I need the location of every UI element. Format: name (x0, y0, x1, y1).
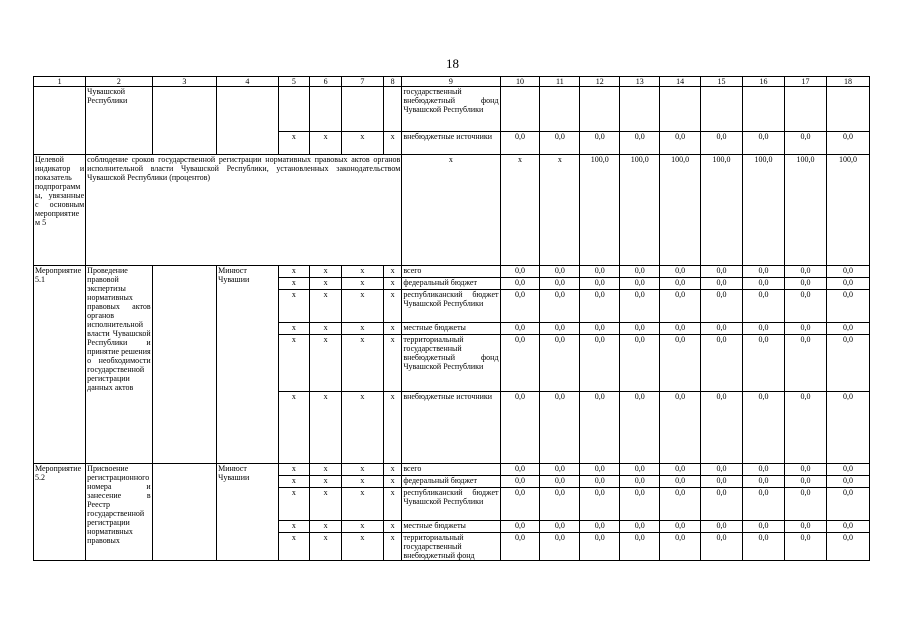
measure-name-cell: Чувашской Республики (86, 87, 153, 155)
code-cell: x (310, 476, 342, 488)
value-cell: 0,0 (580, 488, 620, 521)
column-number-cell: 6 (310, 77, 342, 87)
blank-cell (784, 87, 826, 132)
value-cell: 0,0 (660, 266, 701, 278)
value-cell: 0,0 (620, 335, 660, 392)
value-cell: 0,0 (620, 290, 660, 323)
value-cell: 0,0 (826, 278, 869, 290)
code-cell: x (310, 335, 342, 392)
value-cell: 0,0 (701, 132, 743, 155)
column-number-cell: 15 (701, 77, 743, 87)
value-cell: 0,0 (500, 464, 540, 476)
column-number-cell: 18 (826, 77, 869, 87)
value-cell: 0,0 (660, 476, 701, 488)
value-cell: 0,0 (540, 464, 580, 476)
value-cell: 0,0 (784, 278, 826, 290)
indicator-text-cell: соблюдение сроков государственной регистрации нормативных правовых актов органов исполнительной власти Чувашской Республики, установленных законодательством Чувашской Республики (процентов) (86, 155, 402, 266)
value-cell: 0,0 (784, 488, 826, 521)
indicator-label-cell: Целевой индикатор и показатель подпрограммы, увязанные с основным мероприятием 5 (34, 155, 86, 266)
code-cell: x (278, 533, 310, 561)
indicator-value-cell: 100,0 (701, 155, 743, 266)
value-cell: 0,0 (660, 335, 701, 392)
code-cell: x (278, 476, 310, 488)
value-cell: 0,0 (743, 335, 785, 392)
indicator-value-cell: 100,0 (660, 155, 701, 266)
column-number-cell: 11 (540, 77, 580, 87)
column-number-cell: 5 (278, 77, 310, 87)
value-cell: 0,0 (500, 335, 540, 392)
code-cell: x (278, 335, 310, 392)
value-cell: 0,0 (743, 266, 785, 278)
blank-cell (152, 464, 216, 561)
value-cell: 0,0 (660, 278, 701, 290)
value-cell: 0,0 (580, 533, 620, 561)
code-cell: x (278, 323, 310, 335)
measure-name-cell: Проведение правовой экспертизы нормативных правовых актов органов исполнительной власти Чувашской Республики и принятие решения о необходимости государственной регистрации данных актов (86, 266, 153, 464)
value-cell: 0,0 (500, 290, 540, 323)
value-cell: 0,0 (620, 521, 660, 533)
code-cell: x (278, 464, 310, 476)
value-cell: 0,0 (701, 464, 743, 476)
value-cell: 0,0 (784, 290, 826, 323)
value-cell: 0,0 (743, 278, 785, 290)
value-cell: 0,0 (660, 290, 701, 323)
indicator-source-cell: x (402, 155, 500, 266)
value-cell: 0,0 (620, 323, 660, 335)
code-cell: x (310, 278, 342, 290)
value-cell: 0,0 (540, 278, 580, 290)
code-cell: x (383, 464, 401, 476)
funding-source-cell: федеральный бюджет (402, 476, 500, 488)
value-cell: 0,0 (826, 132, 869, 155)
value-cell: 0,0 (580, 290, 620, 323)
value-cell: 0,0 (540, 132, 580, 155)
blank-cell (701, 87, 743, 132)
value-cell: 0,0 (500, 132, 540, 155)
blank-cell (540, 87, 580, 132)
code-cell: x (383, 521, 401, 533)
value-cell: 0,0 (701, 476, 743, 488)
value-cell: 0,0 (826, 533, 869, 561)
code-cell: x (310, 290, 342, 323)
code-cell: x (341, 290, 383, 323)
value-cell: 0,0 (826, 290, 869, 323)
funding-source-cell: внебюджетные источники (402, 392, 500, 464)
blank-cell (826, 87, 869, 132)
column-number-cell: 2 (86, 77, 153, 87)
value-cell: 0,0 (701, 290, 743, 323)
indicator-value-cell: 100,0 (826, 155, 869, 266)
funding-source-cell: всего (402, 266, 500, 278)
value-cell: 0,0 (784, 132, 826, 155)
value-cell: 0,0 (701, 335, 743, 392)
value-cell: 0,0 (620, 476, 660, 488)
value-cell: 0,0 (784, 335, 826, 392)
code-cell: x (278, 278, 310, 290)
indicator-value-cell: 100,0 (743, 155, 785, 266)
value-cell: 0,0 (540, 323, 580, 335)
value-cell: 0,0 (580, 335, 620, 392)
value-cell: 0,0 (620, 278, 660, 290)
value-cell: 0,0 (580, 278, 620, 290)
value-cell: 0,0 (580, 464, 620, 476)
blank-cell (310, 87, 342, 132)
value-cell: 0,0 (660, 533, 701, 561)
funding-source-cell: внебюджетные источники (402, 132, 500, 155)
code-cell: x (278, 266, 310, 278)
value-cell: 0,0 (826, 266, 869, 278)
budget-table (33, 76, 870, 561)
code-cell: x (310, 323, 342, 335)
value-cell: 0,0 (784, 392, 826, 464)
code-cell: x (341, 132, 383, 155)
code-cell: x (341, 521, 383, 533)
indicator-value-cell: 100,0 (620, 155, 660, 266)
blank-cell (217, 87, 278, 155)
value-cell: 0,0 (540, 476, 580, 488)
code-cell: x (310, 488, 342, 521)
blank-cell (152, 87, 216, 155)
code-cell: x (383, 533, 401, 561)
value-cell: 0,0 (500, 392, 540, 464)
value-cell: 0,0 (826, 464, 869, 476)
blank-cell (383, 87, 401, 132)
blank-cell (152, 266, 216, 464)
code-cell: x (341, 533, 383, 561)
value-cell: 0,0 (620, 392, 660, 464)
column-number-cell: 13 (620, 77, 660, 87)
code-cell: x (310, 392, 342, 464)
funding-source-cell: федеральный бюджет (402, 278, 500, 290)
code-cell: x (383, 266, 401, 278)
column-number-cell: 1 (34, 77, 86, 87)
value-cell: 0,0 (826, 323, 869, 335)
value-cell: 0,0 (701, 278, 743, 290)
funding-source-cell: местные бюджеты (402, 323, 500, 335)
code-cell: x (383, 132, 401, 155)
code-cell: x (383, 488, 401, 521)
value-cell: 0,0 (500, 266, 540, 278)
value-cell: 0,0 (784, 323, 826, 335)
value-cell: 0,0 (701, 488, 743, 521)
value-cell: 0,0 (743, 290, 785, 323)
measure-id-cell: Мероприятие 5.1 (34, 266, 86, 464)
value-cell: 0,0 (826, 488, 869, 521)
funding-source-cell: всего (402, 464, 500, 476)
code-cell: x (341, 278, 383, 290)
indicator-value-cell: x (500, 155, 540, 266)
code-cell: x (278, 290, 310, 323)
value-cell: 0,0 (784, 533, 826, 561)
table-row (34, 266, 870, 278)
value-cell: 0,0 (701, 392, 743, 464)
code-cell: x (341, 488, 383, 521)
value-cell: 0,0 (540, 533, 580, 561)
value-cell: 0,0 (540, 290, 580, 323)
value-cell: 0,0 (826, 521, 869, 533)
column-number-cell: 7 (341, 77, 383, 87)
funding-source-cell: территориальный государственный внебюджетный фонд (402, 533, 500, 561)
value-cell: 0,0 (660, 488, 701, 521)
value-cell: 0,0 (620, 132, 660, 155)
indicator-row (34, 155, 870, 266)
code-cell: x (341, 392, 383, 464)
value-cell: 0,0 (701, 323, 743, 335)
blank-cell (500, 87, 540, 132)
value-cell: 0,0 (826, 392, 869, 464)
code-cell: x (310, 266, 342, 278)
value-cell: 0,0 (660, 392, 701, 464)
value-cell: 0,0 (660, 464, 701, 476)
page-number: 18 (446, 56, 459, 71)
column-number-cell: 17 (784, 77, 826, 87)
measure-id-cell: Мероприятие 5.2 (34, 464, 86, 561)
funding-source-cell: государственный внебюджетный фонд Чувашской Республики (402, 87, 500, 132)
value-cell: 0,0 (660, 521, 701, 533)
code-cell: x (341, 464, 383, 476)
indicator-value-cell: x (540, 155, 580, 266)
value-cell: 0,0 (580, 476, 620, 488)
value-cell: 0,0 (580, 521, 620, 533)
value-cell: 0,0 (620, 464, 660, 476)
value-cell: 0,0 (580, 392, 620, 464)
value-cell: 0,0 (500, 521, 540, 533)
value-cell: 0,0 (743, 464, 785, 476)
funding-source-cell: республиканский бюджет Чувашской Республики (402, 290, 500, 323)
indicator-value-cell: 100,0 (784, 155, 826, 266)
value-cell: 0,0 (743, 132, 785, 155)
code-cell: x (278, 521, 310, 533)
column-number-cell: 3 (152, 77, 216, 87)
code-cell: x (278, 132, 310, 155)
value-cell: 0,0 (500, 476, 540, 488)
value-cell: 0,0 (743, 476, 785, 488)
value-cell: 0,0 (826, 476, 869, 488)
value-cell: 0,0 (743, 488, 785, 521)
blank-cell (34, 87, 86, 155)
code-cell: x (383, 335, 401, 392)
value-cell: 0,0 (620, 488, 660, 521)
value-cell: 0,0 (660, 323, 701, 335)
blank-cell (743, 87, 785, 132)
column-number-cell: 9 (402, 77, 500, 87)
code-cell: x (383, 278, 401, 290)
value-cell: 0,0 (500, 278, 540, 290)
value-cell: 0,0 (580, 132, 620, 155)
header-row (34, 77, 870, 87)
value-cell: 0,0 (743, 521, 785, 533)
blank-cell (341, 87, 383, 132)
executor-cell: Минюст Чувашии (217, 266, 278, 464)
column-number-cell: 16 (743, 77, 785, 87)
value-cell: 0,0 (540, 266, 580, 278)
value-cell: 0,0 (743, 533, 785, 561)
value-cell: 0,0 (784, 266, 826, 278)
value-cell: 0,0 (580, 266, 620, 278)
value-cell: 0,0 (500, 488, 540, 521)
code-cell: x (341, 335, 383, 392)
code-cell: x (341, 476, 383, 488)
executor-cell: Минюст Чувашии (217, 464, 278, 561)
code-cell: x (383, 323, 401, 335)
table-row (34, 464, 870, 476)
value-cell: 0,0 (660, 132, 701, 155)
value-cell: 0,0 (701, 266, 743, 278)
blank-cell (580, 87, 620, 132)
blank-cell (278, 87, 310, 132)
column-number-cell: 14 (660, 77, 701, 87)
value-cell: 0,0 (784, 521, 826, 533)
code-cell: x (341, 266, 383, 278)
measure-name-cell: Присвоение регистрационного номера и занесение в Реестр государственной регистрации нормативных правовых (86, 464, 153, 561)
value-cell: 0,0 (620, 533, 660, 561)
value-cell: 0,0 (701, 533, 743, 561)
value-cell: 0,0 (784, 476, 826, 488)
column-number-cell: 4 (217, 77, 278, 87)
value-cell: 0,0 (743, 323, 785, 335)
column-number-cell: 12 (580, 77, 620, 87)
code-cell: x (383, 392, 401, 464)
column-number-cell: 10 (500, 77, 540, 87)
value-cell: 0,0 (620, 266, 660, 278)
funding-source-cell: территориальный государственный внебюджетный фонд Чувашской Республики (402, 335, 500, 392)
indicator-value-cell: 100,0 (580, 155, 620, 266)
funding-source-cell: местные бюджеты (402, 521, 500, 533)
code-cell: x (278, 488, 310, 521)
blank-cell (660, 87, 701, 132)
value-cell: 0,0 (826, 335, 869, 392)
column-number-cell: 8 (383, 77, 401, 87)
funding-source-cell: республиканский бюджет Чувашской Республики (402, 488, 500, 521)
value-cell: 0,0 (743, 392, 785, 464)
value-cell: 0,0 (540, 521, 580, 533)
value-cell: 0,0 (580, 323, 620, 335)
table-row (34, 87, 870, 132)
code-cell: x (383, 476, 401, 488)
code-cell: x (310, 464, 342, 476)
value-cell: 0,0 (701, 521, 743, 533)
value-cell: 0,0 (500, 323, 540, 335)
code-cell: x (278, 392, 310, 464)
value-cell: 0,0 (500, 533, 540, 561)
code-cell: x (341, 323, 383, 335)
value-cell: 0,0 (540, 488, 580, 521)
value-cell: 0,0 (784, 464, 826, 476)
code-cell: x (383, 290, 401, 323)
value-cell: 0,0 (540, 392, 580, 464)
code-cell: x (310, 521, 342, 533)
blank-cell (620, 87, 660, 132)
code-cell: x (310, 132, 342, 155)
code-cell: x (310, 533, 342, 561)
value-cell: 0,0 (540, 335, 580, 392)
